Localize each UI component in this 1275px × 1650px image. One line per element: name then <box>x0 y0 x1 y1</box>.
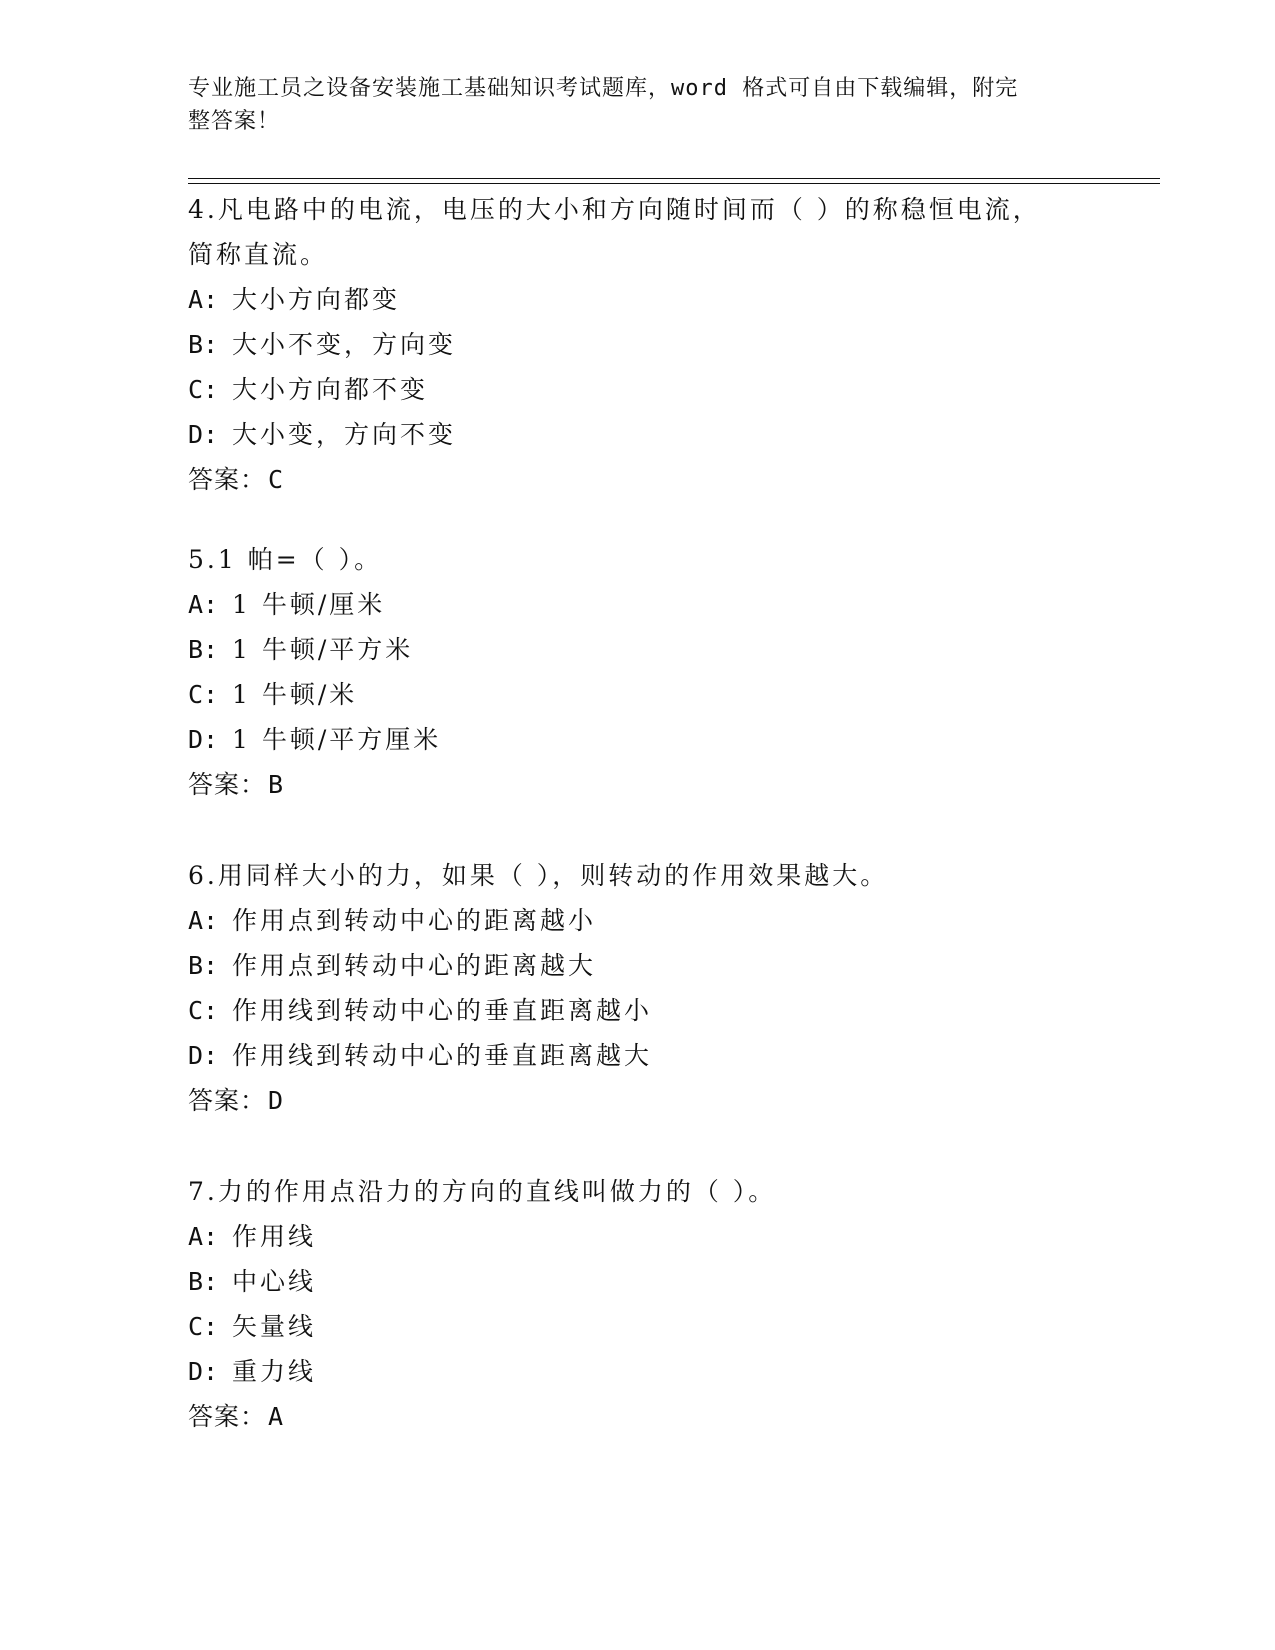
question-stem: 5.1 帕=（ ）。 <box>188 545 383 574</box>
question-stem-continued: 简称直流。 <box>188 240 329 269</box>
option-a <box>188 1214 1088 1259</box>
question-stem: 6.用同样大小的力，如果（ ），则转动的作用效果越大。 <box>188 861 889 890</box>
answer-label: 答案： <box>188 1086 267 1115</box>
option-letter: B: <box>188 635 219 664</box>
option-b <box>188 322 1088 367</box>
answer-value: B <box>268 770 285 799</box>
question-7 <box>188 1169 1088 1439</box>
option-letter: C: <box>188 375 219 404</box>
option-list <box>188 582 1088 762</box>
document-header <box>188 72 1088 138</box>
option-text: 作用点到转动中心的距离越大 <box>232 951 597 980</box>
option-text: 1 牛顿/平方米 <box>232 635 414 664</box>
answer-line <box>188 1078 1088 1123</box>
option-text: 大小变，方向不变 <box>232 420 457 449</box>
option-a <box>188 277 1088 322</box>
option-d <box>188 1349 1088 1394</box>
option-b <box>188 1259 1088 1304</box>
answer-value: D <box>268 1086 285 1115</box>
option-text: 1 牛顿/米 <box>232 680 358 709</box>
option-text: 大小方向都不变 <box>232 375 429 404</box>
option-list <box>188 898 1088 1078</box>
option-list <box>188 277 1088 457</box>
option-letter: A: <box>188 1222 219 1251</box>
answer-line <box>188 1394 1088 1439</box>
option-letter: D: <box>188 1357 219 1386</box>
option-letter: D: <box>188 1041 219 1070</box>
option-c <box>188 367 1088 412</box>
option-a <box>188 898 1088 943</box>
option-text: 中心线 <box>232 1267 317 1296</box>
option-letter: B: <box>188 1267 219 1296</box>
option-text: 重力线 <box>232 1357 317 1386</box>
answer-line <box>188 762 1088 807</box>
option-d <box>188 1033 1088 1078</box>
answer-label: 答案： <box>188 770 267 799</box>
option-text: 大小不变，方向变 <box>232 330 457 359</box>
option-c <box>188 1304 1088 1349</box>
option-letter: A: <box>188 285 219 314</box>
option-text: 作用线 <box>232 1222 317 1251</box>
question-stem: 4.凡电路中的电流，电压的大小和方向随时间而（ ）的称稳恒电流， <box>188 195 1041 224</box>
answer-label: 答案： <box>188 1402 267 1431</box>
answer-label: 答案： <box>188 465 267 494</box>
answer-value: C <box>268 465 285 494</box>
option-b <box>188 943 1088 988</box>
header-line-1: 专业施工员之设备安装施工基础知识考试题库，word 格式可自由下载编辑，附完 <box>188 76 1019 101</box>
header-line-2: 整答案！ <box>188 109 281 134</box>
option-letter: B: <box>188 330 219 359</box>
option-a <box>188 582 1088 627</box>
question-5 <box>188 537 1088 807</box>
option-text: 作用线到转动中心的垂直距离越大 <box>232 1041 653 1070</box>
option-letter: B: <box>188 951 219 980</box>
option-letter: D: <box>188 725 219 754</box>
option-text: 1 牛顿/厘米 <box>232 590 386 619</box>
option-d <box>188 412 1088 457</box>
question-stem: 7.力的作用点沿力的方向的直线叫做力的（ ）。 <box>188 1177 777 1206</box>
option-c <box>188 988 1088 1033</box>
question-4 <box>188 187 1088 502</box>
option-text: 1 牛顿/平方厘米 <box>232 725 442 754</box>
option-letter: A: <box>188 906 219 935</box>
answer-line <box>188 457 1088 502</box>
option-letter: C: <box>188 1312 219 1341</box>
option-c <box>188 672 1088 717</box>
option-letter: C: <box>188 996 219 1025</box>
option-b <box>188 627 1088 672</box>
header-divider-bottom <box>188 183 1160 184</box>
option-text: 大小方向都变 <box>232 285 401 314</box>
header-divider-top <box>188 178 1160 179</box>
option-list <box>188 1214 1088 1394</box>
option-text: 矢量线 <box>232 1312 317 1341</box>
option-letter: C: <box>188 680 219 709</box>
option-d <box>188 717 1088 762</box>
answer-value: A <box>268 1402 285 1431</box>
option-letter: A: <box>188 590 219 619</box>
question-6 <box>188 853 1088 1123</box>
option-text: 作用线到转动中心的垂直距离越小 <box>232 996 653 1025</box>
option-letter: D: <box>188 420 219 449</box>
option-text: 作用点到转动中心的距离越小 <box>232 906 597 935</box>
